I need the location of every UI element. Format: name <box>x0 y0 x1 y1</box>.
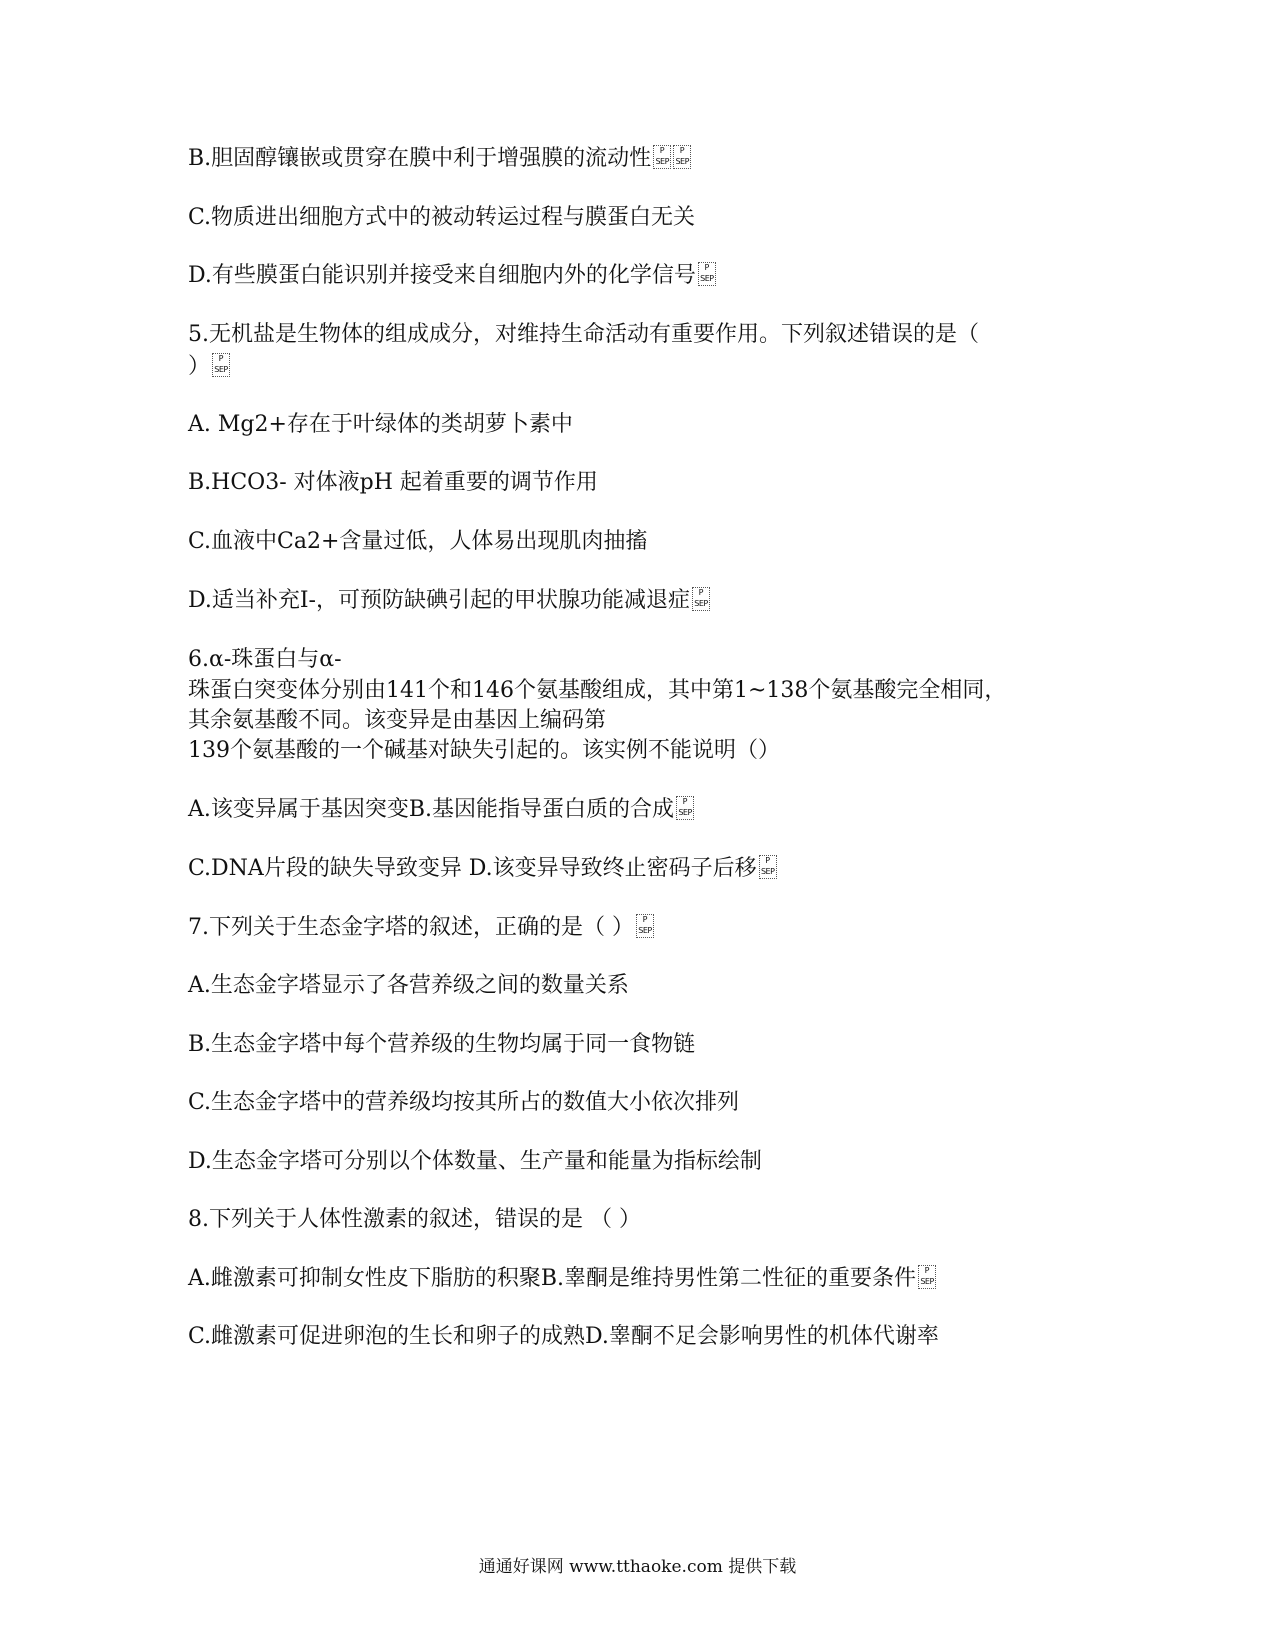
question-5-stem <box>188 320 979 350</box>
question-5-option-a <box>188 410 573 440</box>
question-5-option-b <box>188 468 598 498</box>
question-8-options-cd <box>188 1322 939 1352</box>
option-text: B.HCO3- 对体液pH 起着重要的调节作用 <box>188 470 598 495</box>
option-text: C.血液中Ca2+含量过低，人体易出现肌肉抽搐 <box>188 529 648 554</box>
question-4-option-b <box>188 144 691 174</box>
question-6-stem-line-3 <box>188 706 606 736</box>
question-7-option-b <box>188 1030 695 1060</box>
option-text: C.生态金字塔中的营养级均按其所占的数值大小依次排列 <box>188 1090 740 1115</box>
option-text: A. Mg2+存在于叶绿体的类胡萝卜素中 <box>188 412 573 437</box>
stem-text: 8.下列关于人体性激素的叙述，错误的是 （ ） <box>188 1207 641 1232</box>
sep-marker-icon: P SEP <box>212 353 230 377</box>
option-text: B.生态金字塔中每个营养级的生物均属于同一食物链 <box>188 1032 696 1057</box>
sep-marker-icon: P SEP <box>918 1265 936 1289</box>
question-8-options-ab <box>188 1264 936 1294</box>
stem-text: 其余氨基酸不同。该变异是由基因上编码第 <box>188 708 607 733</box>
question-6-options-cd <box>188 854 777 884</box>
option-text: C.雌激素可促进卵泡的生长和卵子的成熟D.睾酮不足会影响男性的机体代谢率 <box>188 1324 939 1349</box>
stem-text: ） <box>188 354 211 379</box>
question-6-stem-line-1 <box>188 645 342 675</box>
sep-marker-icon: P SEP <box>673 145 691 169</box>
option-text: C.DNA片段的缺失导致变异 D.该变异导致终止密码子后移 <box>188 856 757 881</box>
question-6-stem-line-2 <box>188 676 1006 706</box>
question-5-option-c <box>188 527 647 557</box>
question-5-stem-continued <box>188 352 230 382</box>
question-4-option-d <box>188 261 716 291</box>
stem-text: 7.下列关于生态金字塔的叙述，正确的是（ ） <box>188 915 634 940</box>
option-text: B.胆固醇镶嵌或贯穿在膜中利于增强膜的流动性 <box>188 146 652 171</box>
stem-text: 139个氨基酸的一个碱基对缺失引起的。该实例不能说明（） <box>188 738 780 763</box>
question-7-option-c <box>188 1088 739 1118</box>
option-text: D.生态金字塔可分别以个体数量、生产量和能量为指标绘制 <box>188 1149 762 1174</box>
sep-marker-icon: P SEP <box>636 914 654 938</box>
stem-text: 珠蛋白突变体分别由141个和146个氨基酸组成，其中第1~138个氨基酸完全相同， <box>188 678 1007 703</box>
sep-marker-icon: P SEP <box>759 855 777 879</box>
sep-marker-icon: P SEP <box>698 262 716 286</box>
question-5-option-d <box>188 586 710 616</box>
option-text: D.适当补充I-，可预防缺碘引起的甲状腺功能减退症 <box>188 588 690 613</box>
question-7-option-a <box>188 971 629 1001</box>
question-4-option-c <box>188 203 695 233</box>
sep-marker-icon: P SEP <box>692 587 710 611</box>
stem-text: 5.无机盐是生物体的组成成分，对维持生命活动有重要作用。下列叙述错误的是（ <box>188 322 979 347</box>
sep-marker-icon: P SEP <box>653 145 671 169</box>
question-6-options-ab <box>188 795 694 825</box>
option-text: C.物质进出细胞方式中的被动转运过程与膜蛋白无关 <box>188 205 696 230</box>
question-7-stem <box>188 913 654 943</box>
option-text: A.生态金字塔显示了各营养级之间的数量关系 <box>188 973 629 998</box>
sep-marker-icon: P SEP <box>676 796 694 820</box>
question-6-stem-line-4 <box>188 736 780 766</box>
option-text: D.有些膜蛋白能识别并接受来自细胞内外的化学信号 <box>188 263 696 288</box>
option-text: A.雌激素可抑制女性皮下脂肪的积聚B.睾酮是维持男性第二性征的重要条件 <box>188 1266 917 1291</box>
question-7-option-d <box>188 1147 762 1177</box>
page-footer: 通通好课网 www.tthaoke.com 提供下载 <box>478 1557 797 1577</box>
option-text: A.该变异属于基因突变B.基因能指导蛋白质的合成 <box>188 797 675 822</box>
question-8-stem <box>188 1205 641 1235</box>
stem-text: 6.α-珠蛋白与α- <box>188 647 342 672</box>
